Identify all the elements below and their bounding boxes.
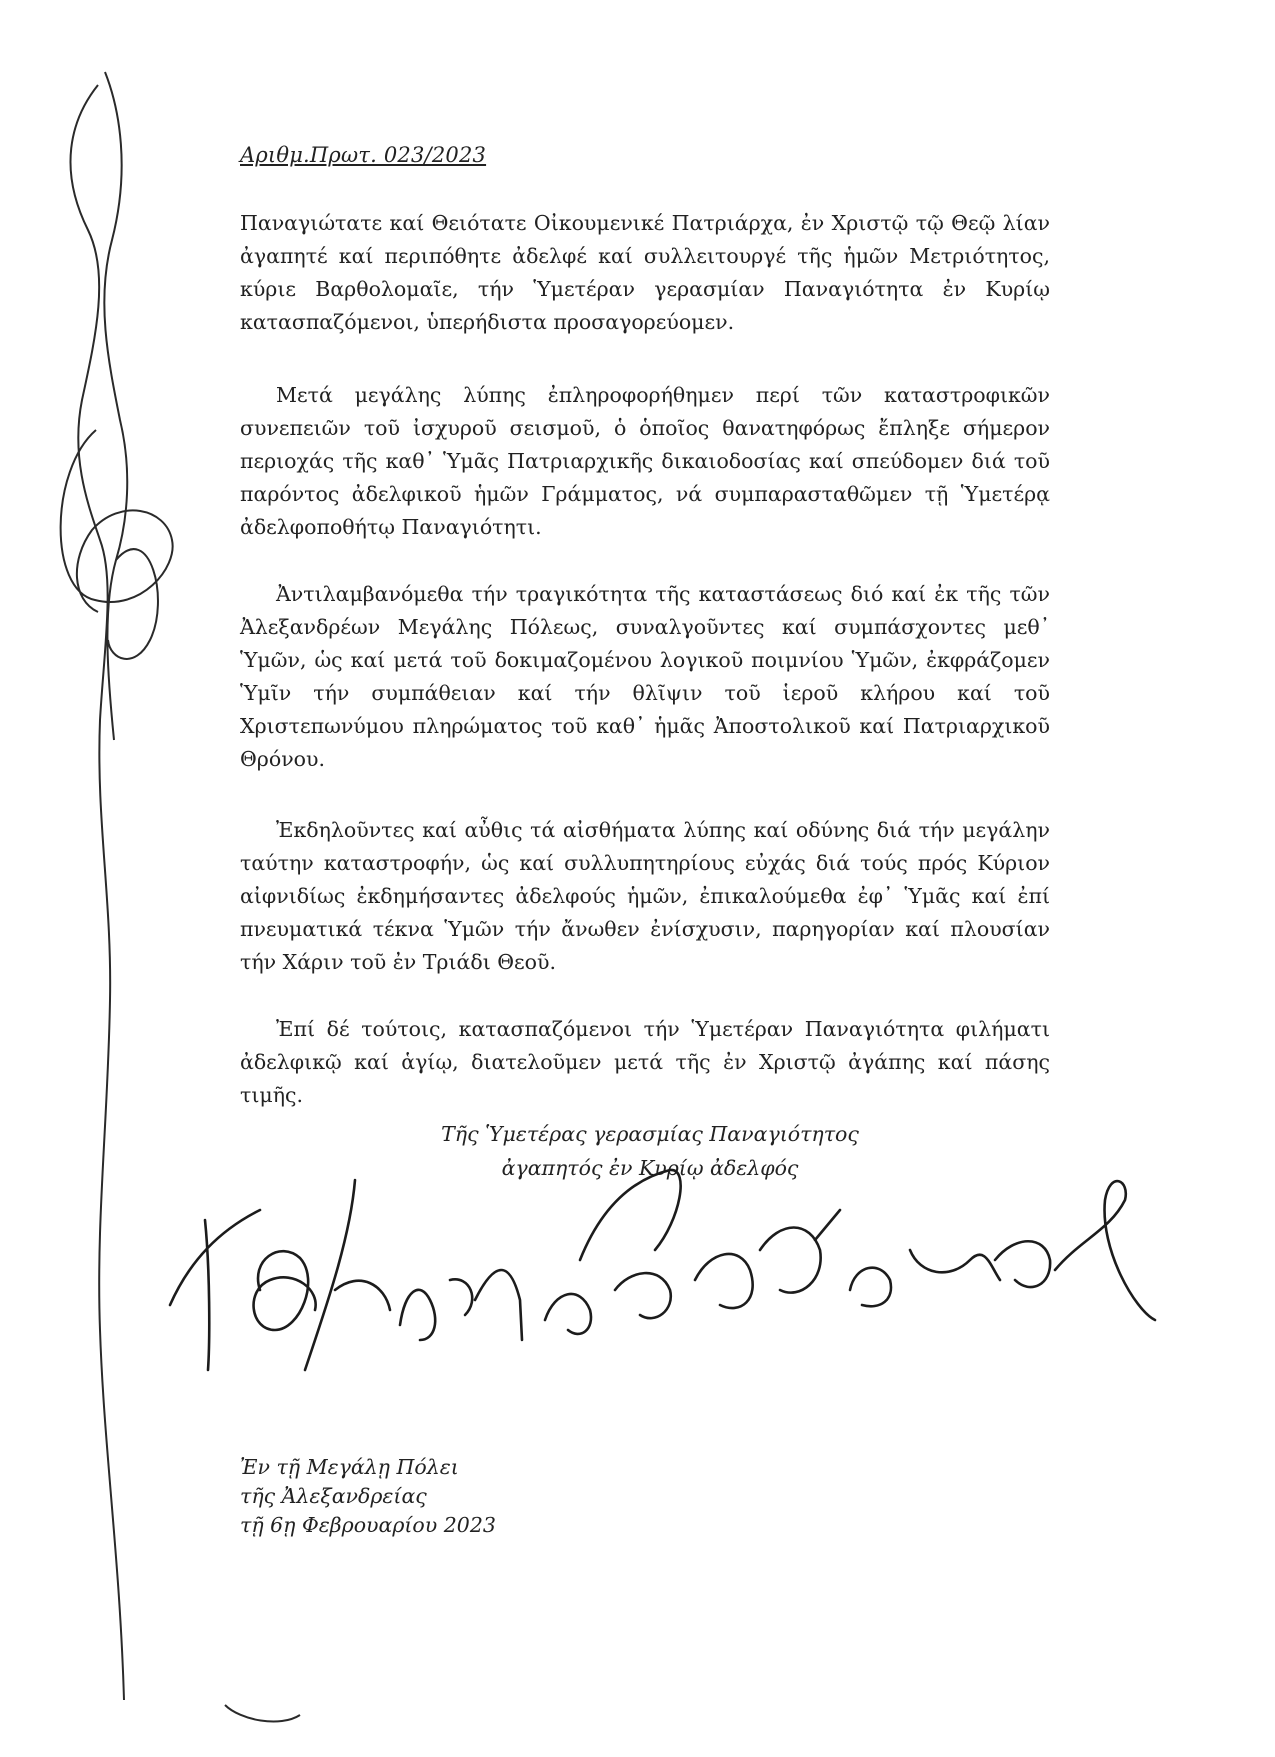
farewell-paragraph: Ἐπί δέ τούτοις, κατασπαζόμενοι τήν Ὑμετέραν Παναγιότητα φιλήματι ἀδελφικῷ καί ἁγίῳ, διατελοῦμεν μετά τῆς ἐν Χριστῷ ἀγάπης καί πάσης τιμῆς.	[240, 1017, 1050, 1107]
place-line-1: Ἐν τῇ Μεγάλῃ Πόλει	[240, 1455, 459, 1479]
prayer-paragraph: Ἐκδηλοῦντες καί αὖθις τά αἰσθήματα λύπης καί οδύνης διά τήν μεγάλην ταύτην καταστροφήν, ὡς καί συλλυπητηρίους εὐχάς διά τούς πρός Κύριον αἰφνιδίως ἐκδημήσαντες ἀδελφούς ἡμῶν, ἐπικαλούμεθα ἐφ᾽ Ὑμᾶς καί ἐπί πνευματικά τέκνα Ὑμῶν τήν ἄνωθεν ἐνίσχυσιν, παρηγορίαν καί πλουσίαν τήν Χάριν τοῦ ἐν Τριάδι Θεοῦ.	[240, 818, 1050, 974]
sympathy-paragraph: Ἀντιλαμβανόμεθα τήν τραγικότητα τῆς καταστάσεως διό καί ἐκ τῆς τῶν Ἀλεξανδρέων Μεγάλης Πόλεως, συναλγοῦντες καί συμπάσχοντες μεθ᾽ Ὑμῶν, ὡς καί μετά τοῦ δοκιμαζομένου λογικοῦ ποιμνίου Ὑμῶν, ἐκφράζομεν Ὑμῖν τήν συμπάθειαν καί τήν θλῖψιν τοῦ ἱεροῦ κλήρου καί τοῦ Χριστεπωνύμου πληρώματος τοῦ καθ᾽ ἡμᾶς Ἀποστολικοῦ καί Πατριαρχικοῦ Θρόνου.	[240, 582, 1050, 771]
date-line: τῇ 6ῃ Φεβρουαρίου 2023	[240, 1513, 496, 1537]
handwritten-signature	[150, 1140, 1170, 1400]
closing-line-1: Τῆς Ὑμετέρας γερασμίας Παναγιότητος	[441, 1122, 859, 1146]
condolence-paragraph: Μετά μεγάλης λύπης ἐπληροφορήθημεν περί τῶν καταστροφικῶν συνεπειῶν τοῦ ἰσχυροῦ σεισμοῦ, ὁ ὁποῖος θανατηφόρως ἔπληξε σήμερον περιοχάς τῆς καθ᾽ Ὑμᾶς Πατριαρχικῆς δικαιοδοσίας καί σπεύδομεν διά τοῦ παρόντος ἀδελφικοῦ ἡμῶν Γράμματος, νά συμπαρασταθῶμεν τῇ Ὑμετέρᾳ ἀδελφοποθήτῳ Παναγιότητι.	[240, 383, 1050, 539]
place-and-date	[240, 1453, 496, 1540]
closing-line-2: ἀγαπητός ἐν Κυρίῳ ἀδελφός	[501, 1156, 799, 1180]
greeting-paragraph: Παναγιώτατε καί Θειότατε Οἰκουμενικέ Πατριάρχα, ἐν Χριστῷ τῷ Θεῷ λίαν ἀγαπητέ καί περιπόθητε ἀδελφέ καί συλλειτουργέ τῆς ἡμῶν Μετριότητος, κύριε Βαρθολομαῖε, τήν Ὑμετέραν γερασμίαν Παναγιότητα ἐν Κυρίῳ κατασπαζόμενοι, ὑπερήδιστα προσαγορεύομεν.	[240, 211, 1050, 334]
place-line-2: τῆς Ἀλεξανδρείας	[240, 1484, 427, 1508]
protocol-number: Αριθμ.Πρωτ. 023/2023	[240, 143, 487, 167]
